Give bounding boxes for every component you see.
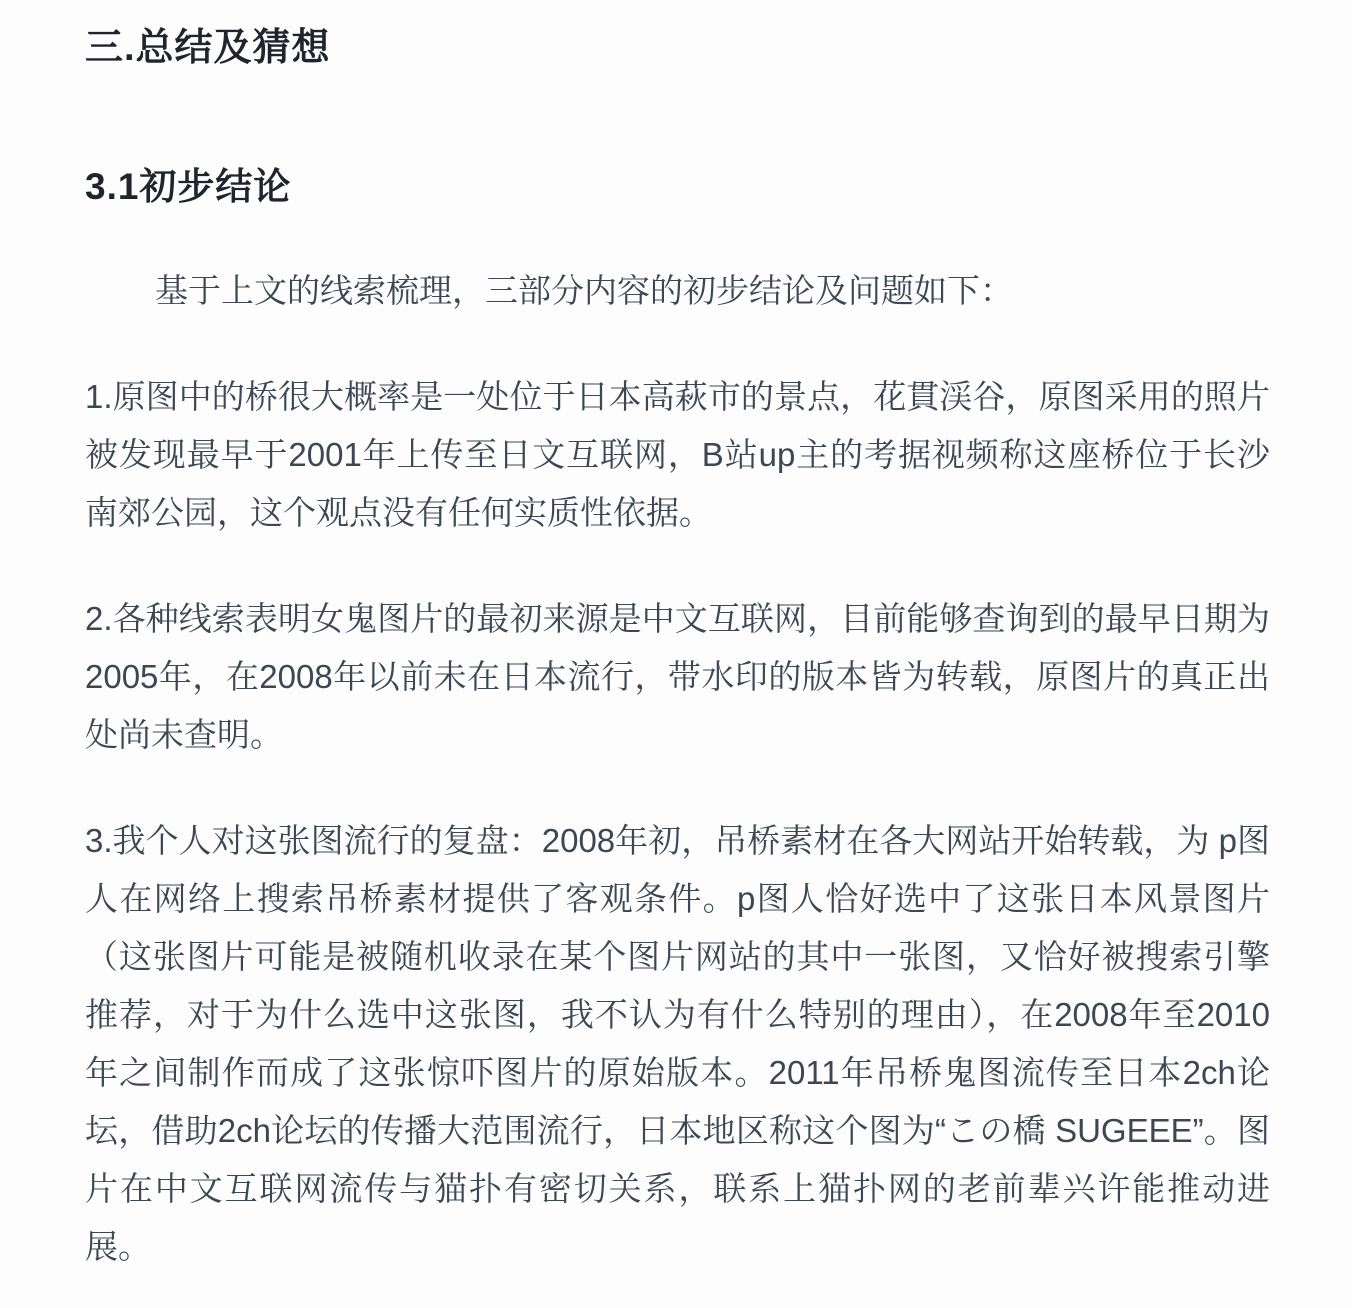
conclusion-item-1: 1.原图中的桥很大概率是一处位于日本高萩市的景点，花貫渓谷，原图采用的照片被发现最早于2001年上传至日文互联网，B站up主的考据视频称这座桥位于长沙南郊公园，这个观点没有任何实质性依据。 [85, 378, 1270, 531]
subsection-heading: 3.1初步结论 [85, 166, 292, 207]
conclusion-item-3: 3.我个人对这张图流行的复盘：2008年初，吊桥素材在各大网站开始转载，为 p图人在网络上搜索吊桥素材提供了客观条件。p图人恰好选中了这张日本风景图片（这张图片可能是被随机收录在某个图片网站的其中一张图，又恰好被搜索引擎推荐，对于为什么选中这张图，我不认为有什么特别的理由），在2008年至2010年之间制作而成了这张惊吓图片的原始版本。2011年吊桥鬼图流传至日本2ch论坛，借助2ch论坛的传播大范围流行，日本地区称这个图为“この橋 SUGEEE”。图片在中文互联网流传与猫扑有密切关系，联系上猫扑网的老前辈兴许能推动进展。 [85, 822, 1270, 1265]
intro-paragraph: 基于上文的线索梳理，三部分内容的初步结论及问题如下： [155, 272, 1013, 309]
conclusion-item-2: 2.各种线索表明女鬼图片的最初来源是中文互联网，目前能够查询到的最早日期为2005年，在2008年以前未在日本流行，带水印的版本皆为转载，原图片的真正出处尚未查明。 [85, 600, 1270, 753]
section-heading: 三.总结及猜想 [85, 27, 331, 69]
